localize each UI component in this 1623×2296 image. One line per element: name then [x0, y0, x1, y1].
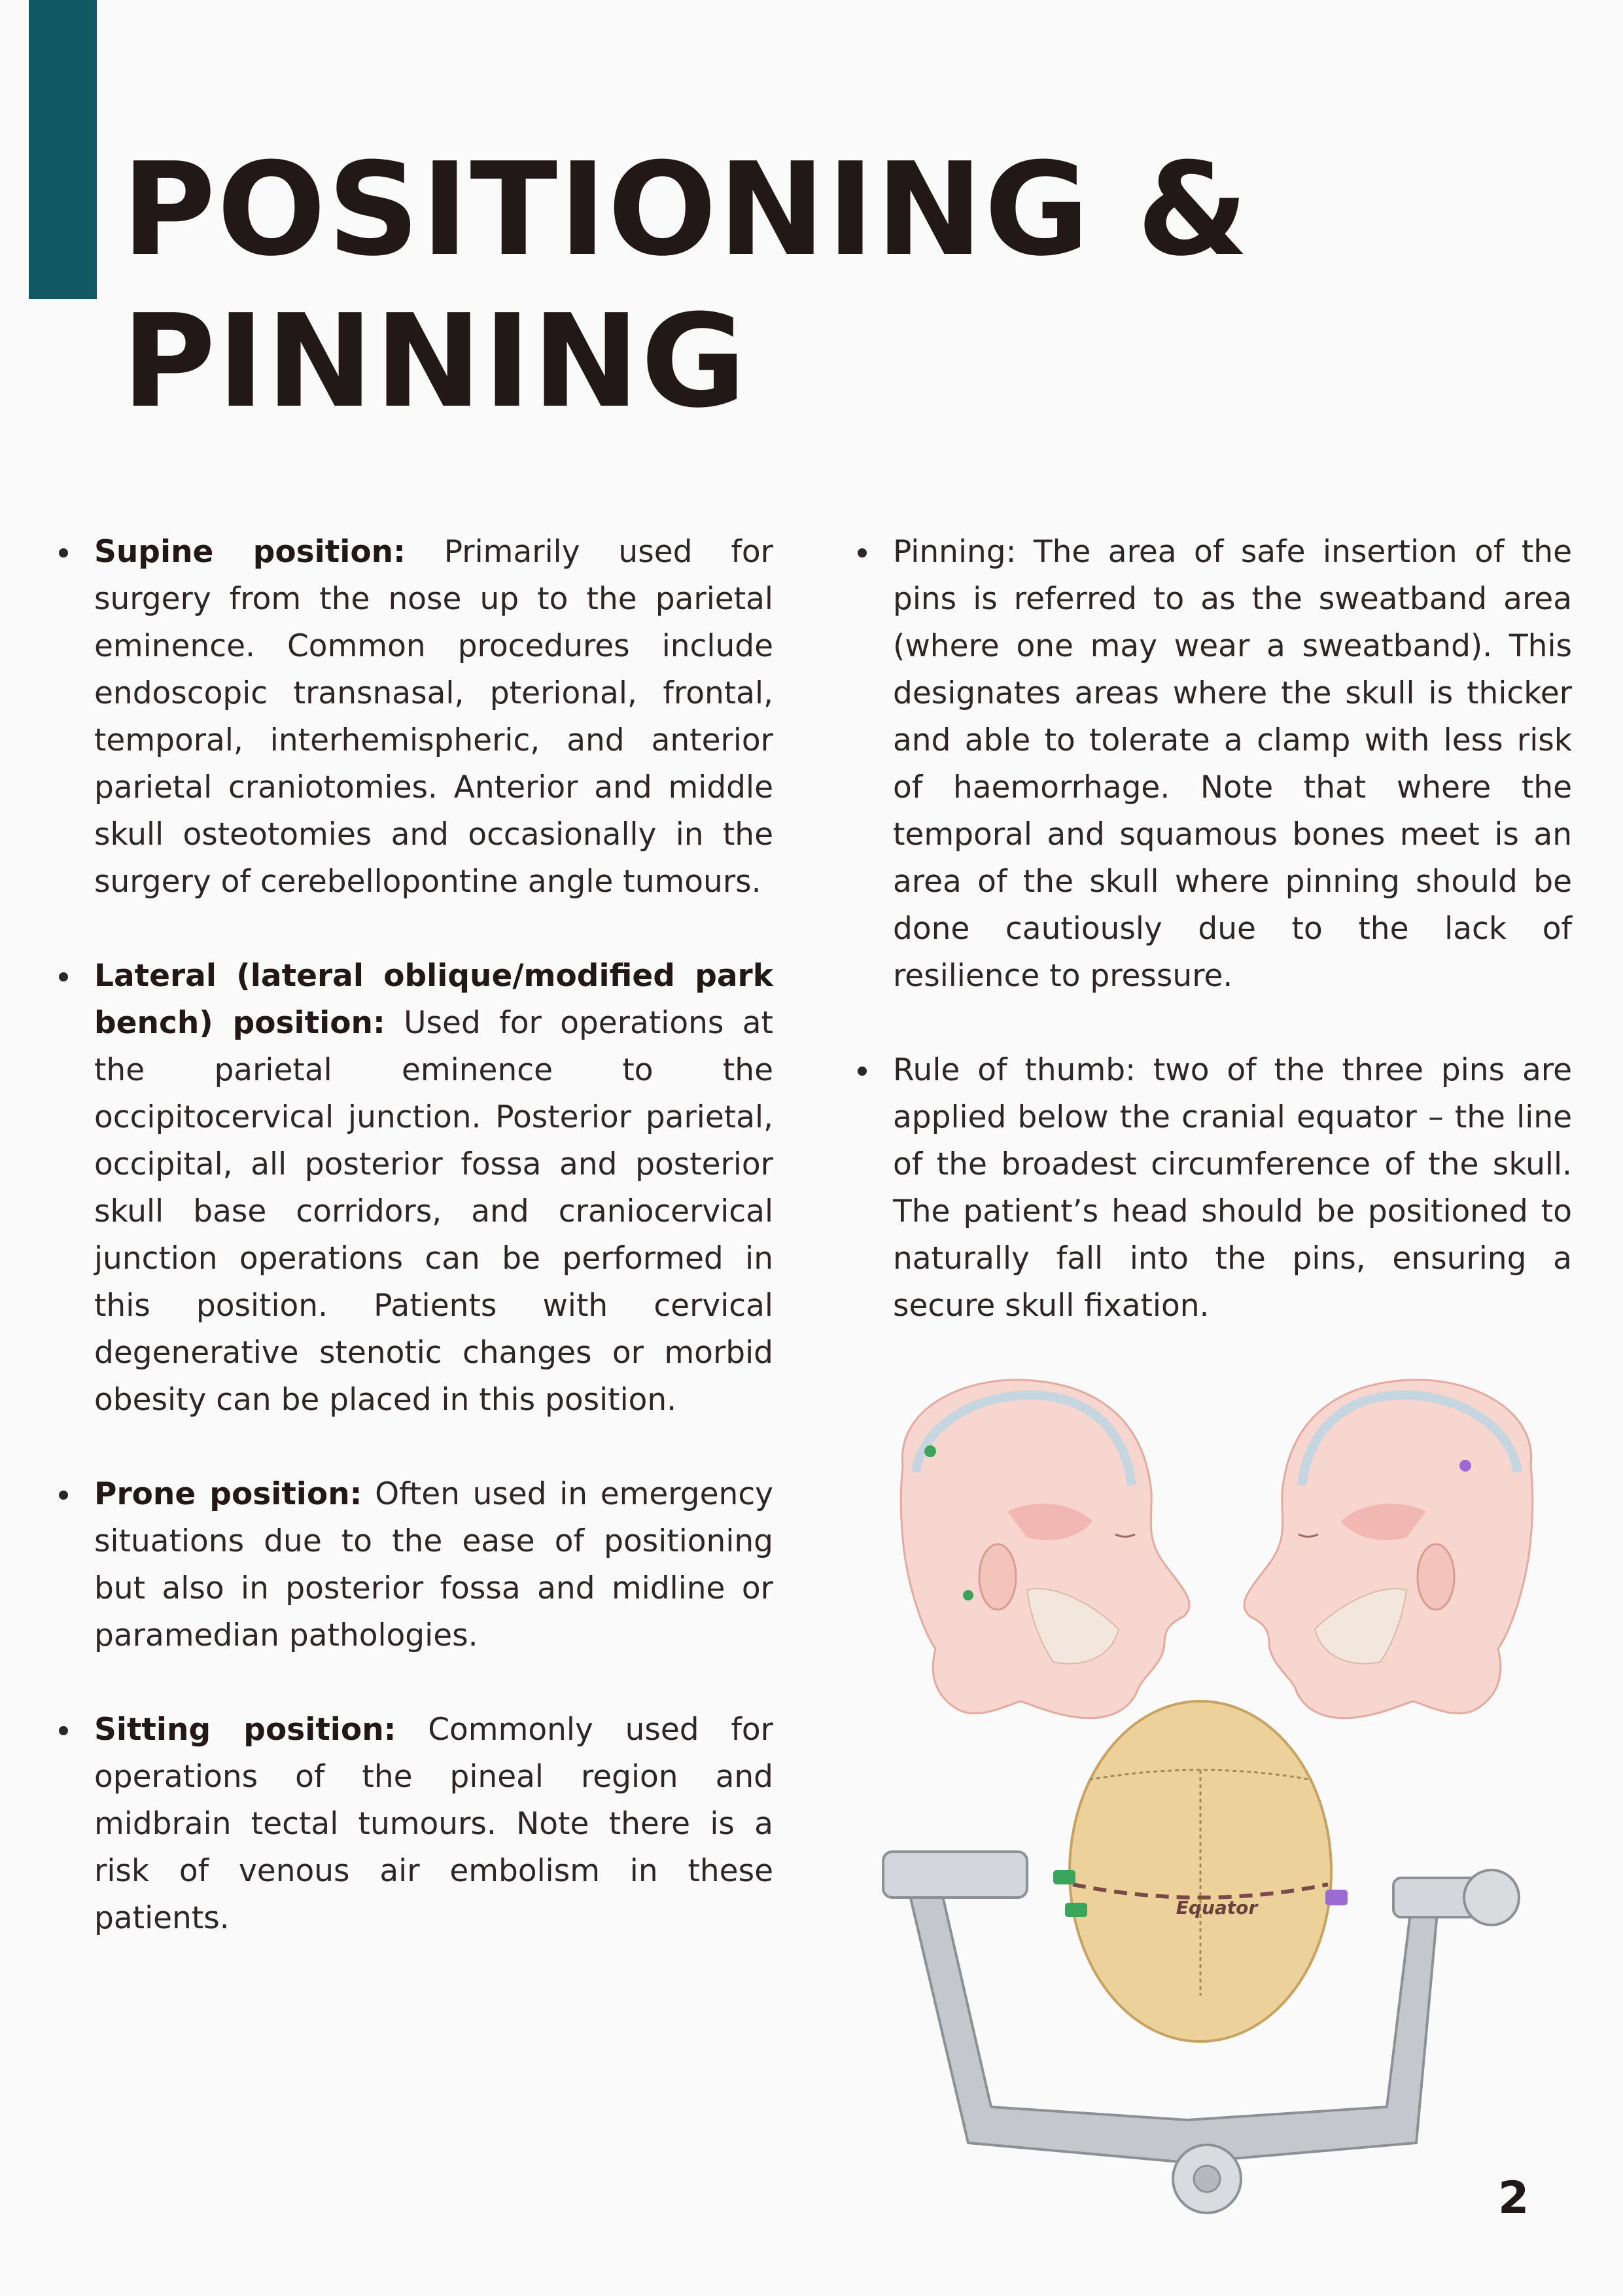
item-text: Often used in emergency situations due to the ease of positioning but also in posterior fossa and midline or paramedian pathologies.	[94, 1476, 773, 1653]
left-column-list	[59, 529, 773, 1989]
page-number: 2	[1498, 2172, 1529, 2224]
clamp-knob-icon	[1464, 1870, 1519, 1925]
item-heading: Supine position:	[94, 534, 406, 570]
item-heading: Lateral (lateral oblique/modified park bench) position:	[94, 958, 773, 1041]
purple-pin-icon	[1325, 1890, 1348, 1905]
item-text: Rule of thumb: two of the three pins are applied below the cranial equator – the line of the broadest circumference of the skull. The patient’s head should be positioned to naturally fall into the pins, ensuring a secure skull fixation.	[893, 1052, 1572, 1324]
green-pin-icon	[1053, 1870, 1075, 1884]
green-pin-mark-icon	[924, 1445, 936, 1457]
accent-bar	[29, 0, 97, 299]
list-item	[59, 953, 773, 1424]
title-line-2: PINNING	[122, 287, 748, 436]
right-column-list	[858, 529, 1572, 1377]
left-head-outline	[901, 1380, 1189, 1718]
item-heading: Prone position:	[94, 1476, 362, 1512]
page-title	[122, 134, 1250, 438]
skull-top-view	[1053, 1701, 1348, 2041]
item-heading: Sitting position:	[94, 1712, 396, 1748]
left-ear	[979, 1544, 1016, 1610]
equator-label: Equator	[1176, 1897, 1258, 1918]
right-head-outline	[1244, 1380, 1533, 1718]
green-pin-icon	[1065, 1903, 1087, 1917]
item-text: Used for operations at the parietal eminence to the occipitocervical junction. Posterior parietal, occipital, all posterior fossa and posterior skull base corridors, and craniocervical junction operations can be performed in this position. Patients with cervical degenerative stenotic changes or morbid obesity can be placed in this position.	[94, 1005, 773, 1418]
title-line-1: POSITIONING &	[122, 135, 1250, 285]
purple-pin-mark-icon	[1459, 1460, 1471, 1472]
list-item	[858, 529, 1572, 1000]
item-text: Primarily used for surgery from the nose up to the parietal eminence. Common procedures include endoscopic transnasal, pterional, frontal, temporal, interhemispheric, and anterior parietal craniotomies. Anterior and middle skull osteotomies and occasionally in the surgery of cerebellopontine angle tumours.	[94, 534, 773, 900]
left-head-profile	[901, 1380, 1189, 1718]
item-text: Pinning: The area of safe insertion of the pins is referred to as the sweatband area (where one may wear a sweatband). This designates areas where the skull is thicker and able to tolerate a clamp with less risk of haemorrhage. Note that where the temporal and squamous bones meet is an area of the skull where pinning should be done cautiously due to the lack of resilience to pressure.	[893, 534, 1572, 994]
right-head-profile	[1244, 1380, 1533, 1718]
item-text: Commonly used for operations of the pineal region and midbrain tectal tumours. Note there is a risk of venous air embolism in these patients.	[94, 1712, 773, 1936]
green-pin-mark-icon	[963, 1590, 973, 1600]
list-item	[59, 1471, 773, 1659]
clamp-base-knob-center	[1194, 2166, 1220, 2192]
list-item	[59, 1706, 773, 1942]
right-ear	[1418, 1544, 1454, 1610]
list-item	[858, 1047, 1572, 1330]
clamp-left-arm	[883, 1852, 1027, 1898]
list-item	[59, 529, 773, 906]
skull-pinning-illustration	[857, 1368, 1577, 2231]
